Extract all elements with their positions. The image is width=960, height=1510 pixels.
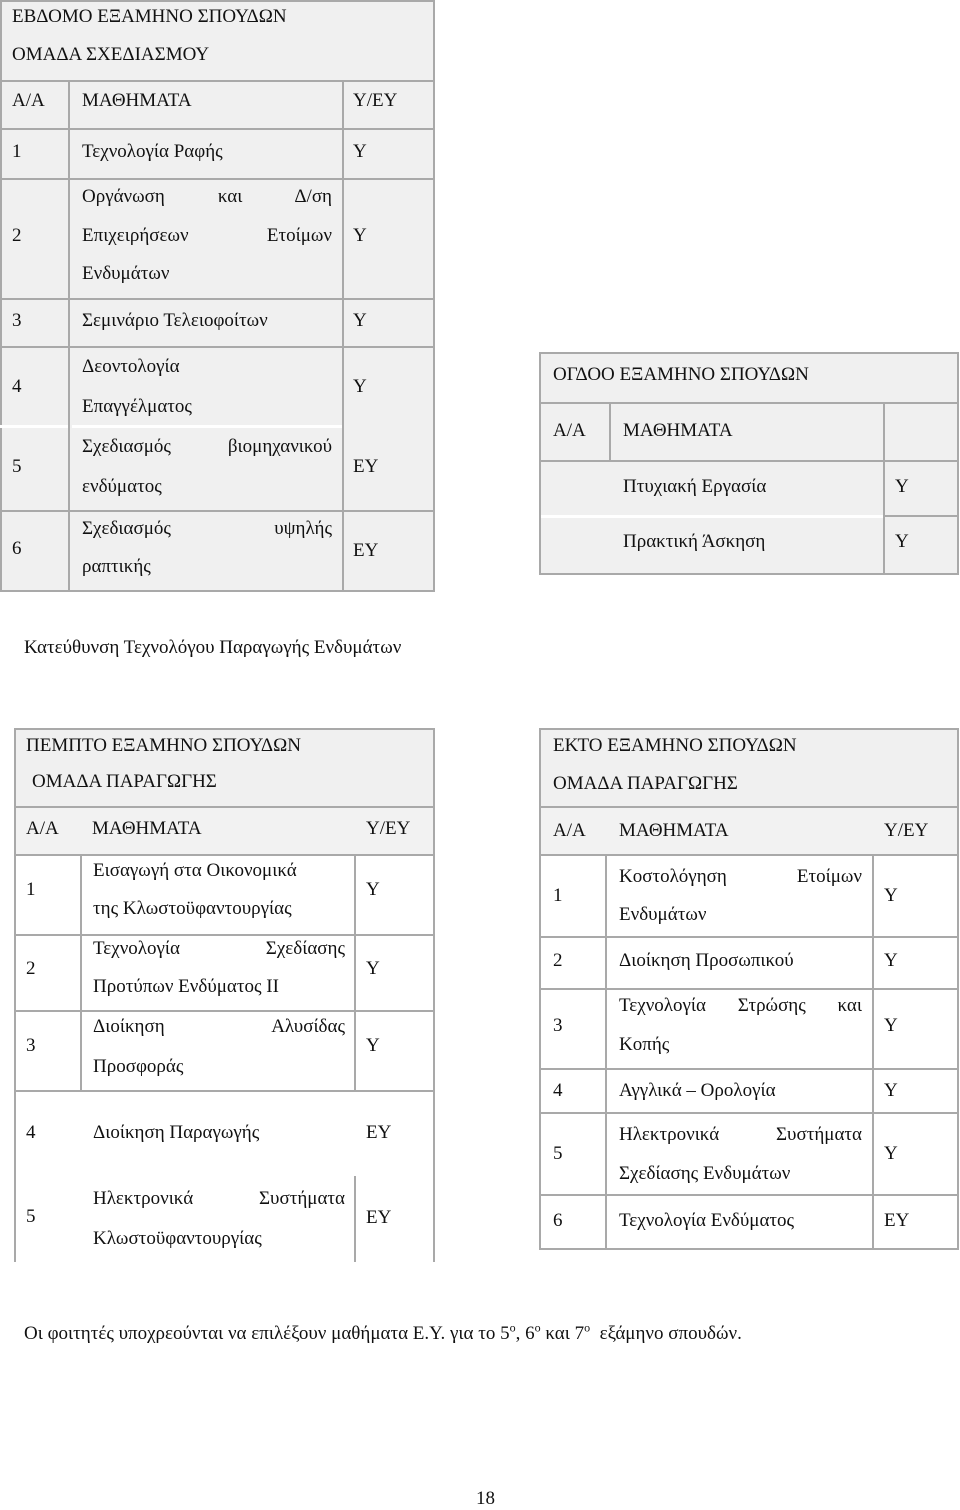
sixth-row-course: Διοίκηση Προσωπικού: [619, 950, 794, 971]
fifth-row-course: Διοίκηση Παραγωγής: [93, 1122, 260, 1143]
fifth-title-group: ΟΜΑΔΑ ΠΑΡΑΓΩΓΗΣ: [32, 771, 217, 792]
ordinal-superscript: ο: [584, 1320, 591, 1335]
seventh-row-type: Υ: [353, 225, 367, 246]
seventh-row-number: 2: [12, 225, 22, 246]
seventh-row-course: Τεχνολογία Ραφής: [82, 141, 223, 162]
sixth-title-group: ΟΜΑΔΑ ΠΑΡΑΓΩΓΗΣ: [553, 773, 738, 794]
fifth-row-course-line: Εισαγωγή στα Οικονομικά: [93, 860, 297, 881]
eighth-title-semester: ΟΓΔΟΟ ΕΞΑΜΗΝΟ ΣΠΟΥΔΩΝ: [553, 364, 809, 385]
seventh-header-aa: Α/Α: [12, 90, 45, 111]
fifth-row-type: Υ: [366, 1035, 380, 1056]
sixth-row-number: 3: [553, 1015, 563, 1036]
sixth-row-type: Υ: [884, 950, 898, 971]
sixth-row-course-line: Ενδυμάτων: [619, 904, 707, 925]
seventh-row-course-line: Δεοντολογία: [82, 356, 180, 377]
seventh-row-course-line: Ενδυμάτων: [82, 263, 170, 284]
fifth-row-course-line: της Κλωστοϋφαντουργίας: [93, 898, 292, 919]
sixth-row-number: 4: [553, 1080, 563, 1101]
sixth-header-type: Υ/ΕΥ: [884, 820, 929, 841]
sixth-row-type: Υ: [884, 1080, 898, 1101]
page-number: 18: [476, 1488, 495, 1509]
seventh-row-course-line: Επαγγέλματος: [82, 396, 192, 417]
fifth-row-course-line: Ηλεκτρονικά Συστήματα: [93, 1188, 345, 1209]
fifth-row-course-line: Προσφοράς: [93, 1056, 184, 1077]
sixth-row-type: Υ: [884, 885, 898, 906]
fifth-header-type: Υ/ΕΥ: [366, 818, 411, 839]
seventh-row-number: 6: [12, 538, 22, 559]
fifth-row-number: 5: [26, 1206, 36, 1227]
seventh-row-type: Υ: [353, 376, 367, 397]
sixth-row-number: 2: [553, 950, 563, 971]
seventh-row-number: 4: [12, 376, 22, 397]
sixth-title-semester: ΕΚΤΟ ΕΞΑΜΗΝΟ ΣΠΟΥΔΩΝ: [553, 735, 797, 756]
sixth-row-course: Αγγλικά – Ορολογία: [619, 1080, 776, 1101]
seventh-row-type: ΕΥ: [353, 540, 379, 561]
eighth-row-type: Υ: [895, 476, 909, 497]
fifth-title-semester: ΠΕΜΠΤΟ ΕΞΑΜΗΝΟ ΣΠΟΥΔΩΝ: [26, 735, 301, 756]
sixth-row-course-line: Σχεδίασης Ενδυμάτων: [619, 1163, 791, 1184]
seventh-row-type: Υ: [353, 310, 367, 331]
fifth-row-type: ΕΥ: [366, 1207, 392, 1228]
seventh-title-semester: ΕΒΔΟΜΟ ΕΞΑΜΗΝΟ ΣΠΟΥΔΩΝ: [12, 6, 287, 27]
fifth-row-type: Υ: [366, 958, 380, 979]
fifth-row-course-line: Τεχνολογία Σχεδίασης: [93, 938, 345, 959]
sixth-row-course-line: Κοστολόγηση Ετοίμων: [619, 866, 862, 887]
seventh-row-course-line: Σχεδιασμός βιομηχανικού: [82, 436, 332, 457]
sixth-row-number: 1: [553, 885, 563, 906]
sixth-row-type: Υ: [884, 1015, 898, 1036]
direction-heading: Κατεύθυνση Τεχνολόγου Παραγωγής Ενδυμάτων: [24, 637, 402, 658]
sixth-row-number: 6: [553, 1210, 563, 1231]
sixth-row-course: Τεχνολογία Ενδύματος: [619, 1210, 795, 1231]
footnote-part: Οι φοιτητές υποχρεούνται να επιλέξουν μαθήματα Ε.Υ. για το 5: [24, 1323, 510, 1344]
fifth-row-number: 2: [26, 958, 36, 979]
ordinal-superscript: ο: [509, 1320, 516, 1335]
eighth-row-course: Πτυχιακή Εργασία: [623, 476, 767, 497]
sixth-row-type: Υ: [884, 1143, 898, 1164]
sixth-header-aa: Α/Α: [553, 820, 586, 841]
eighth-row-type: Υ: [895, 531, 909, 552]
fifth-row-number: 4: [26, 1122, 36, 1143]
eighth-header-aa: Α/Α: [553, 420, 586, 441]
fifth-header-course: ΜΑΘΗΜΑΤΑ: [92, 818, 202, 839]
seventh-header-type: Υ/ΕΥ: [353, 90, 398, 111]
seventh-title-group: ΟΜΑΔΑ ΣΧΕΔΙΑΣΜΟΥ: [12, 44, 210, 65]
eighth-row-course: Πρακτική Άσκηση: [623, 531, 766, 552]
seventh-row-number: 3: [12, 310, 22, 331]
seventh-row-course-line: ενδύματος: [82, 476, 162, 497]
sixth-row-course-line: Τεχνολογία Στρώσης και: [619, 995, 862, 1016]
seventh-row-number: 1: [12, 141, 22, 162]
fifth-row-course-line: Προτύπων Ενδύματος ΙΙ: [93, 976, 279, 997]
fifth-row-number: 3: [26, 1035, 36, 1056]
sixth-row-course-line: Κοπής: [619, 1034, 670, 1055]
fifth-header-aa: Α/Α: [26, 818, 59, 839]
footnote: [24, 1320, 742, 1345]
fifth-row-course-line: Διοίκηση Αλυσίδας: [93, 1016, 345, 1037]
footnote-part: εξάμηνο σπουδών.: [590, 1323, 742, 1344]
seventh-row-course: Σεμινάριο Τελειοφοίτων: [82, 310, 268, 331]
fifth-row-number: 1: [26, 879, 36, 900]
sixth-row-number: 5: [553, 1143, 563, 1164]
seventh-row-type: ΕΥ: [353, 456, 379, 477]
seventh-row-course-line: Σχεδιασμός υψηλής: [82, 518, 332, 539]
seventh-row-course-line: Οργάνωση και Δ/ση: [82, 186, 332, 207]
footnote-part: και 7: [540, 1323, 585, 1344]
seventh-row-course-line: ραπτικής: [82, 556, 151, 577]
footnote-part: , 6: [515, 1323, 535, 1344]
fifth-row-course-line: Κλωστοϋφαντουργίας: [93, 1228, 262, 1249]
seventh-row-type: Υ: [353, 141, 367, 162]
eighth-header-course: ΜΑΘΗΜΑΤΑ: [623, 420, 733, 441]
fifth-row-type: ΕΥ: [366, 1122, 392, 1143]
seventh-header-course: ΜΑΘΗΜΑΤΑ: [82, 90, 192, 111]
sixth-header-course: ΜΑΘΗΜΑΤΑ: [619, 820, 729, 841]
sixth-row-course-line: Ηλεκτρονικά Συστήματα: [619, 1124, 862, 1145]
seventh-row-number: 5: [12, 456, 22, 477]
sixth-row-type: ΕΥ: [884, 1210, 910, 1231]
seventh-row-course-line: Επιχειρήσεων Ετοίμων: [82, 225, 332, 246]
ordinal-superscript: ο: [534, 1320, 541, 1335]
fifth-row-type: Υ: [366, 879, 380, 900]
